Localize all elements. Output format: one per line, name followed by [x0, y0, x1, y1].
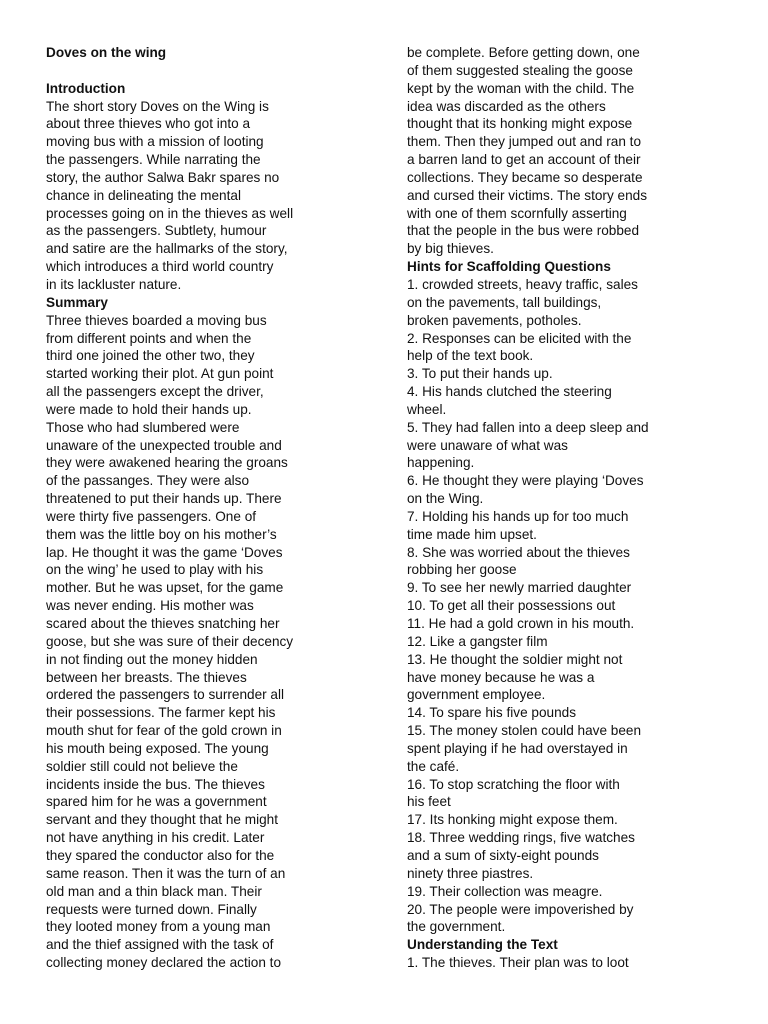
text-line: 8. She was worried about the thieves: [407, 544, 630, 560]
text-line: 19. Their collection was meagre.: [407, 883, 603, 899]
hints-list: [407, 276, 727, 936]
text-line: threatened to put their hands up. There: [46, 491, 282, 507]
text-line: 1. crowded streets, heavy traffic, sales: [407, 276, 638, 292]
text-line: 20. The people were impoverished by: [407, 901, 634, 917]
summary-continuation: [407, 44, 727, 258]
text-line: on the Wing.: [407, 491, 484, 507]
text-line: 11. He had a gold crown in his mouth.: [407, 616, 635, 631]
introduction-heading: Introduction: [46, 80, 126, 96]
text-line: of the passanges. They were also: [46, 473, 250, 489]
text-line: his mouth being exposed. The young: [46, 740, 269, 756]
text-line: requests were turned down. Finally: [46, 901, 257, 917]
text-line: 4. His hands clutched the steering: [407, 384, 612, 400]
text-line: 1. The thieves. Their plan was to loot: [407, 955, 629, 971]
text-line: robbing her goose: [407, 562, 517, 578]
text-line: in not finding out the money hidden: [46, 651, 258, 667]
text-line: 13. He thought the soldier might not: [407, 651, 623, 667]
text-line: which introduces a third world country: [46, 259, 274, 275]
text-line: 14. To spare his five pounds: [407, 705, 577, 721]
text-line: 17. Its honking might expose them.: [407, 812, 618, 828]
text-line: the café.: [407, 758, 460, 774]
text-line: soldier still could not believe the: [46, 758, 238, 774]
text-line: they were awakened hearing the groans: [46, 455, 288, 471]
text-line: goose, but she was sure of their decency: [46, 633, 294, 649]
text-line: ninety three piastres.: [407, 865, 534, 881]
text-line: and a sum of sixty-eight pounds: [407, 847, 599, 863]
text-line: scared about the thieves snatching her: [46, 616, 280, 631]
text-line: Three thieves boarded a moving bus: [46, 312, 267, 328]
text-line: the passengers. While narrating the: [46, 152, 261, 168]
text-line: and cursed their victims. The story ends: [407, 187, 648, 203]
text-line: 9. To see her newly married daughter: [407, 580, 632, 596]
text-line: 2. Responses can be elicited with the: [407, 330, 632, 346]
text-line: have money because he was a: [407, 669, 595, 685]
text-line: old man and a thin black man. Their: [46, 883, 262, 899]
text-line: their possessions. The farmer kept his: [46, 705, 276, 721]
text-line: 12. Like a gangster film: [407, 633, 548, 649]
introduction-paragraph: [46, 98, 364, 294]
text-line: as the passengers. Subtlety, humour: [46, 223, 267, 239]
text-line: mother. But he was upset, for the game: [46, 580, 284, 596]
text-line: started working their plot. At gun point: [46, 366, 274, 382]
text-line: lap. He thought it was the game ‘Doves: [46, 544, 283, 560]
text-line: spent playing if he had overstayed in: [407, 740, 628, 756]
text-line: The short story Doves on the Wing is: [46, 98, 269, 114]
text-line: 3. To put their hands up.: [407, 366, 553, 382]
text-line: servant and they thought that he might: [46, 812, 279, 828]
text-line: were made to hold their hands up.: [46, 401, 252, 417]
text-line: 5. They had fallen into a deep sleep and: [407, 419, 649, 435]
text-line: all the passengers except the driver,: [46, 384, 264, 400]
left-column: [46, 44, 364, 972]
text-line: on the wing’ he used to play with his: [46, 562, 264, 578]
text-line: happening.: [407, 455, 475, 471]
text-line: was never ending. His mother was: [46, 598, 254, 614]
text-line: and satire are the hallmarks of the story,: [46, 241, 288, 257]
text-line: mouth shut for fear of the gold crown in: [46, 723, 282, 739]
text-line: by big thieves.: [407, 241, 494, 257]
text-line: wheel.: [407, 401, 447, 417]
summary-paragraph: [46, 312, 364, 972]
text-line: thought that its honking might expose: [407, 116, 633, 132]
summary-heading: Summary: [46, 294, 108, 310]
text-line: not have anything in his credit. Later: [46, 830, 265, 846]
text-line: that the people in the bus were robbed: [407, 223, 640, 239]
text-line: Those who had slumbered were: [46, 419, 240, 435]
hints-heading: Hints for Scaffolding Questions: [407, 259, 611, 275]
text-line: on the pavements, tall buildings,: [407, 294, 602, 310]
text-line: about three thieves who got into a: [46, 116, 251, 132]
understanding-heading: Understanding the Text: [407, 937, 558, 953]
text-line: they spared the conductor also for the: [46, 847, 275, 863]
text-line: and the thief assigned with the task of: [46, 937, 274, 953]
text-line: 6. He thought they were playing ‘Doves: [407, 473, 644, 489]
text-line: them. Then they jumped out and ran to: [407, 134, 642, 150]
text-line: were thirty five passengers. One of: [46, 508, 257, 524]
text-line: 10. To get all their possessions out: [407, 598, 616, 614]
document-title: Doves on the wing: [46, 45, 167, 60]
text-line: of them suggested stealing the goose: [407, 62, 633, 78]
text-line: 18. Three wedding rings, five watches: [407, 830, 635, 846]
text-line: broken pavements, potholes.: [407, 312, 582, 328]
text-line: story, the author Salwa Bakr spares no: [46, 169, 280, 185]
text-line: them was the little boy on his mother’s: [46, 526, 277, 542]
text-line: collecting money declared the action to: [46, 955, 282, 971]
text-line: third one joined the other two, they: [46, 348, 255, 364]
text-line: 15. The money stolen could have been: [407, 723, 642, 739]
text-line: spared him for he was a government: [46, 794, 267, 810]
text-line: be complete. Before getting down, one: [407, 45, 640, 60]
text-line: a barren land to get an account of their: [407, 152, 641, 168]
text-line: with one of them scornfully asserting: [407, 205, 627, 221]
text-line: were unaware of what was: [407, 437, 568, 453]
right-column: [407, 44, 727, 972]
text-line: 7. Holding his hands up for too much: [407, 508, 629, 524]
text-line: collections. They became so desperate: [407, 169, 643, 185]
text-line: from different points and when the: [46, 330, 252, 346]
text-line: his feet: [407, 794, 451, 810]
text-line: idea was discarded as the others: [407, 98, 606, 114]
text-line: between her breasts. The thieves: [46, 669, 247, 685]
text-line: ordered the passengers to surrender all: [46, 687, 285, 703]
text-line: chance in delineating the mental: [46, 187, 241, 203]
understanding-list: [407, 954, 727, 972]
text-line: same reason. Then it was the turn of an: [46, 865, 286, 881]
text-line: help of the text book.: [407, 348, 534, 364]
text-line: moving bus with a mission of looting: [46, 134, 264, 150]
text-line: they looted money from a young man: [46, 919, 271, 935]
text-line: time made him upset.: [407, 526, 537, 542]
text-line: the government.: [407, 919, 506, 935]
text-line: incidents inside the bus. The thieves: [46, 776, 265, 792]
text-line: in its lackluster nature.: [46, 276, 182, 292]
text-line: processes going on in the thieves as well: [46, 205, 294, 221]
text-line: 16. To stop scratching the floor with: [407, 776, 620, 792]
spacer: [46, 62, 364, 80]
text-line: unaware of the unexpected trouble and: [46, 437, 282, 453]
text-line: kept by the woman with the child. The: [407, 80, 635, 96]
text-line: government employee.: [407, 687, 546, 703]
